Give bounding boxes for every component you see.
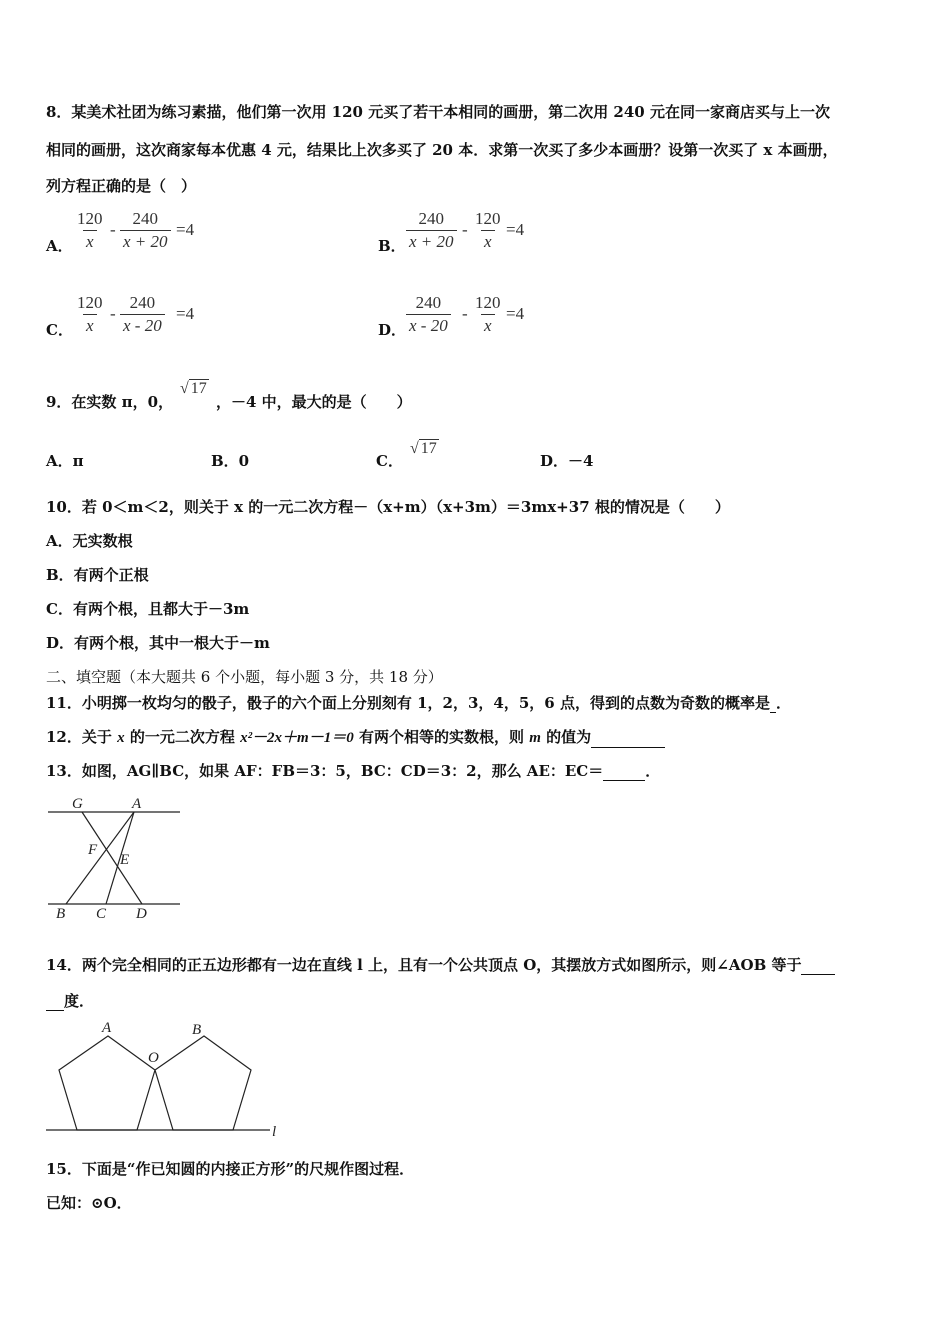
q9-stem-pre: 9．在实数 π，0， [46,393,174,411]
q14-answer-blank-part2[interactable] [46,992,64,1011]
q8-c-eq: =4 [176,304,195,323]
pentagon-left [59,1036,155,1130]
label-a: A [102,1020,112,1036]
q8-option-d-label: D． [378,321,407,339]
q9-option-a: A．π [46,452,84,470]
q8-c-frac2: $\frac{240}{x - 20}$ [120,292,165,337]
q8-option-b-label: B． [378,237,406,255]
q8-d-frac2: $\frac{120}{x}$ [475,293,501,335]
q10-option-d: D．有两个根，其中一根大于－m [46,634,270,652]
q8-a-frac2: $\frac{240}{x + 20}$ [120,208,171,253]
label-e: E [120,852,130,868]
label-b: B [56,906,66,922]
section-2-heading: 二、填空题（本大题共 6 个小题，每小题 3 分，共 18 分） [46,668,443,686]
q8-a-eq: =4 [176,220,195,239]
q8-c-minus: - [110,304,116,323]
q8-c-frac1: $\frac{120}{x}$ [77,293,103,335]
q9-option-c-label: C． [376,452,403,470]
label-o: O [148,1050,159,1066]
q14-line2: 度． [46,991,94,1011]
q10-option-a: A．无实数根 [46,532,133,550]
q9-option-b: B．0 [211,452,250,470]
q12-answer-blank[interactable] [591,729,665,748]
q15-line2: 已知：⊙O． [46,1194,132,1212]
label-f: F [88,842,98,858]
label-d: D [136,906,147,922]
label-l: l [272,1124,277,1140]
q10-option-c: C．有两个根，且都大于－3m [46,600,250,618]
q12-stem: 12．关于 x 的一元二次方程 x²－2x＋m－1＝0 有两个相等的实数根，则 m 的值为 [46,727,665,748]
q13-answer-blank[interactable] [603,762,645,781]
q9-sqrt17: √ 17 [180,380,207,397]
q8-line3: 列方程正确的是（ ） [46,177,197,195]
pentagon-right [155,1036,251,1130]
q8-a-minus: - [110,220,116,239]
q9-stem-post: ，－4 中，最大的是（ ） [216,393,412,411]
q8-d-frac1: $\frac{240}{x - 20}$ [406,292,451,337]
q14-answer-blank-part1[interactable] [801,956,835,975]
label-a: A [132,796,142,812]
q8-b-frac1: $\frac{240}{x + 20}$ [406,208,457,253]
q8-option-c-label: C． [46,321,73,339]
q8-d-minus: - [462,304,468,323]
label-b: B [192,1022,202,1038]
q8-a-frac1: $\frac{120}{x}$ [77,209,103,251]
segment-gd [82,812,142,904]
q13-figure [46,792,186,924]
q14-figure [40,1018,290,1142]
q10-option-b: B．有两个正根 [46,566,149,584]
q11-stem: 11．小明掷一枚均匀的骰子，骰子的六个面上分别刻有 1，2，3，4，5，6 点，得到的点数为奇数的概率是 ． [46,694,791,712]
q10-stem: 10．若 0＜m＜2，则关于 x 的一元二次方程－（x+m）（x+3m）＝3mx+37 根的情况是（ ） [46,498,730,516]
q9-option-d: D．－4 [540,452,594,470]
q8-b-minus: - [462,220,468,239]
q8-option-a-label: A． [46,237,73,255]
q8-b-frac2-body: $\frac{120}{x}$ [475,209,501,251]
q8-b-eq: =4 [506,220,525,239]
label-g: G [72,796,83,812]
q15-line1: 15．下面是“作已知圆的内接正方形”的尺规作图过程． [46,1160,415,1178]
q8-d-eq: =4 [506,304,525,323]
q13-stem: 13．如图，AG∥BC，如果 AF：FB＝3：5，BC：CD＝3：2，那么 AE：EC＝ ． [46,762,661,780]
q14-line1: 14．两个完全相同的正五边形都有一边在直线 l 上，且有一个公共顶点 O，其摆放方式如图所示，则∠AOB 等于 [46,955,835,975]
label-c: C [96,906,107,922]
q8-line1: 8．某美术社团为练习素描，他们第一次用 120 元买了若干本相同的画册，第二次用 240 元在同一家商店买与上一次 [46,103,830,121]
q9-option-c-sqrt17: √ 17 [410,440,437,457]
q8-line2: 相同的画册，这次商家每本优惠 4 元，结果比上次多买了 20 本．求第一次买了多少本画册？设第一次买了 x 本画册， [46,141,838,159]
